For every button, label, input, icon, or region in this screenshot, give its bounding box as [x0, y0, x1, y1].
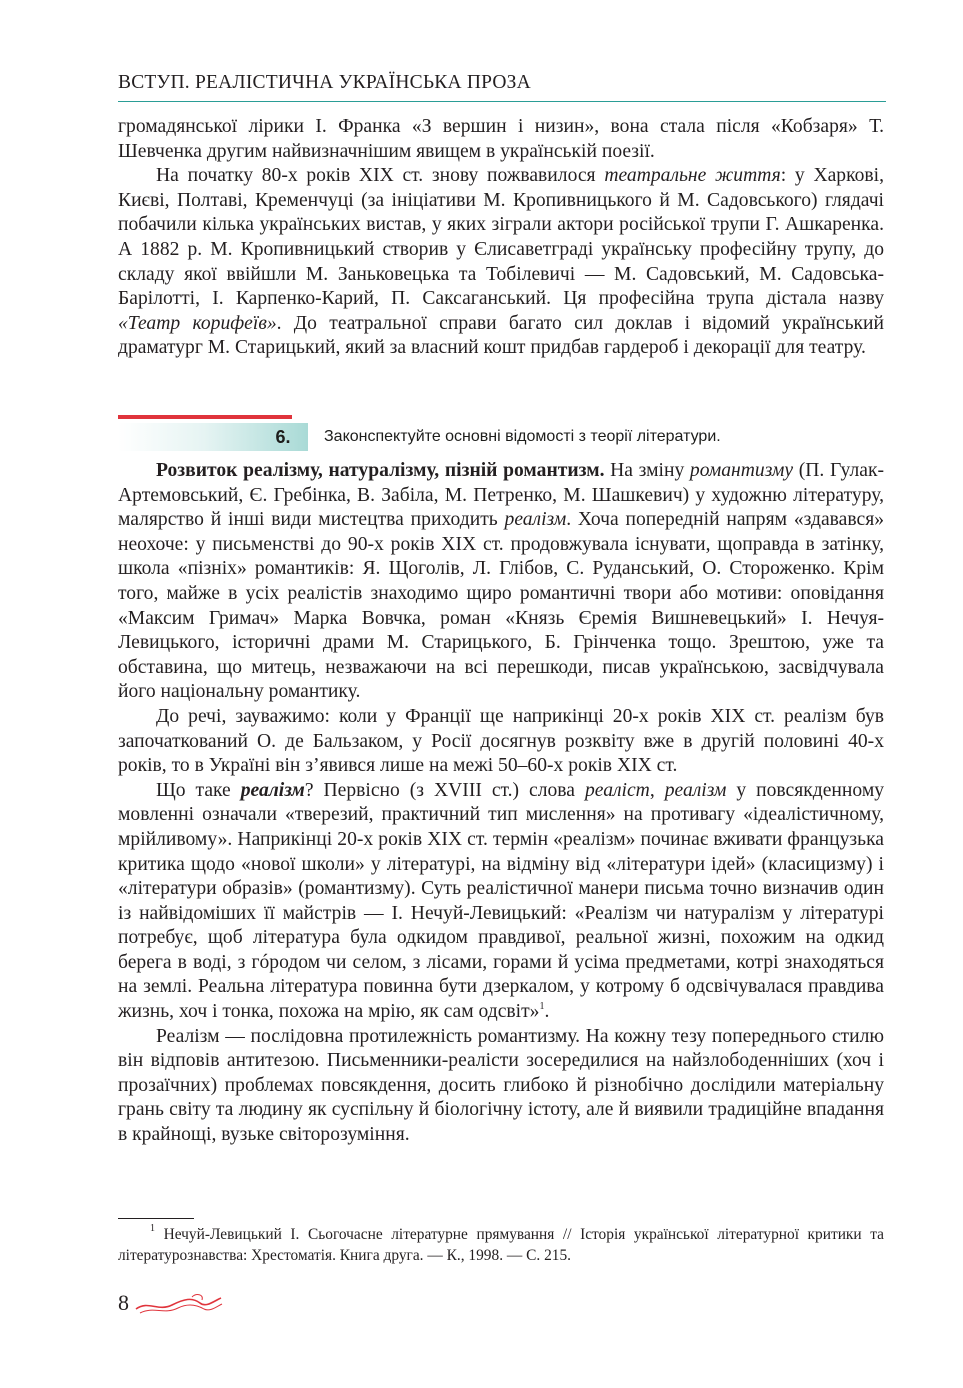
main-text-block — [118, 459, 884, 1148]
footnote — [118, 1224, 884, 1266]
footnote-reference[interactable]: 1 — [539, 1001, 545, 1013]
paragraph: До речі, зауважимо: коли у Франції ще наприкінці 20-х років ХІХ ст. реалізм був започаткований О. де Бальзаком, у Росії досягнув розквіту вже в другій половині 40-х років, то в Україні він з’явився лише на межі 50–60-х років ХІХ ст. — [118, 705, 884, 777]
task-accent-bar — [118, 415, 292, 419]
task-instruction: Законспектуйте основні відомості з теорії літератури. — [324, 428, 721, 445]
task-box — [118, 415, 886, 459]
emphasis: романтизму — [689, 460, 794, 481]
emphasis: театральне життя — [604, 165, 781, 187]
emphasis: реаліст — [584, 779, 650, 801]
footnote-mark: 1 — [150, 1223, 155, 1234]
running-head: ВСТУП. РЕАЛІСТИЧНА УКРАЇНСЬКА ПРОЗА — [118, 72, 531, 93]
footnote-author: Нечуй-Левицький І. — [163, 1226, 300, 1243]
key-term: реалізм — [240, 779, 305, 801]
section-heading: Розвиток реалізму, натуралізму, пізній романтизм. — [156, 460, 605, 481]
emphasis: «Театр корифеїв» — [118, 312, 277, 334]
paragraph: На початку 80-х років ХІХ ст. знову пожвавилося театральне життя: у Харкові, Києві, Полтаві, Кременчуці (за ініціативи М. Кропивницького й М. Садовського) глядачі побачили кілька українських вистав, у яких зіграли актори російської трупи Г. Ашкаренка. А 1882 р. М. Кропивницький створив у Єлисаветграді українську професійну трупу, до складу якої ввійшли М. Заньковецька та Тобілевичі — М. Садовський, М. Садовська-Барілотті, І. Карпенко-Карий, П. Саксаганський. Ця професійна трупа дістала назву «Театр корифеїв». До театральної справи багато сил доклав і відомий український драматург М. Старицький, який за власний кошт придбав гардероб і декорації для театру. — [118, 165, 885, 359]
paragraph: Реалізм — послідовна протилежність романтизму. На кожну тезу попереднього стилю він відповів антитезою. Письменники-реалісти зосередилися на найзлободенніших (хоч і прозаїчних) проблемах повсякдення, досить глибоко й різнобічно дослідили матеріальну грань світу та людину як суспільну й біологічну істоту, але й виявили традиційне впадання в крайнощі, вузьке світорозуміння. — [118, 1025, 884, 1146]
task-number: 6. — [275, 427, 291, 447]
top-text-block — [118, 115, 884, 361]
header-rule — [118, 101, 886, 102]
paragraph: Що таке реалізм? Первісно (з XVIII ст.) слова реаліст, реалізм у повсякденному мовленні означали «тверезий, практичний тип мислення» на противагу «ідеалістичному, мрійливому». Наприкінці 20-х років ХІХ ст. термін «реалізм» починає вживати французька критика щодо «нової школи» у літературі, на відміну від «літератури ідей» (класицизму) і «літератури образів» (романтизму). Суть реалістичної манери письма точно визначив один із найвідоміших її майстрів — І. Нечуй-Левицький: «Реалізм чи натуралізм у літературі потребує, щоб література була одкидом правдивої, реальної жизні, похожим на одкид берега в воді, з гóродом чи селом, з лісами, горами й усіма предметами, котрі знаходяться на землі. Реальна література повинна бути дзеркалом, у котрому б одсвічувалася правдива жизнь, хоч і тонка, похожа на мрію, як сам одсвіт»$^1$. — [118, 779, 885, 1023]
paragraph: громадянської лірики І. Франка «З вершин і низин», вона стала після «Кобзаря» Т. Шевченка другим найвизначнішим явищем в українській поезії. — [118, 116, 884, 162]
emphasis: реалізм — [504, 509, 567, 531]
footnote-text: Сьогочасне літературне прямування // Історія української літературної критики та літературознавства: Хрестоматія. Книга друга. — К., 1998. — С. 215. — [118, 1226, 884, 1264]
paragraph: Розвиток реалізму, натуралізму, пізній романтизм. На зміну романтизму (П. Гулак-Артемовський, Є. Гребінка, В. Забіла, М. Петренко, М. Шашкевич) у художню літературу, малярство й інші види мистецтва приходить реалізм. Хоча попередній напрям «здавався» неохоче: у письменстві до 90-х років ХІХ ст. продовжувала існувати, щоправда в затінку, школа «пізніх» романтиків: Я. Щоголів, Л. Глібов, С. Руданський, О. Стороженко. Крім того, майже в усіх реалістів знаходимо щиро романтичні твори або мотиви: оповідання «Максим Гримач» Марка Вовчка, роман «Князь Єремія Вишневецький» І. Нечуя-Левицького, історичні драми М. Старицького, Б. Грінченка тощо. Зрештою, уже та обставина, що митець, незважаючи на всі перешкоди, писав українською, засвідчувала його національну романтику. — [118, 460, 885, 703]
footnote-rule — [118, 1218, 194, 1219]
flourish-ornament-icon — [134, 1292, 224, 1316]
page-number: 8 — [118, 1290, 129, 1315]
emphasis: реалізм — [664, 779, 727, 801]
